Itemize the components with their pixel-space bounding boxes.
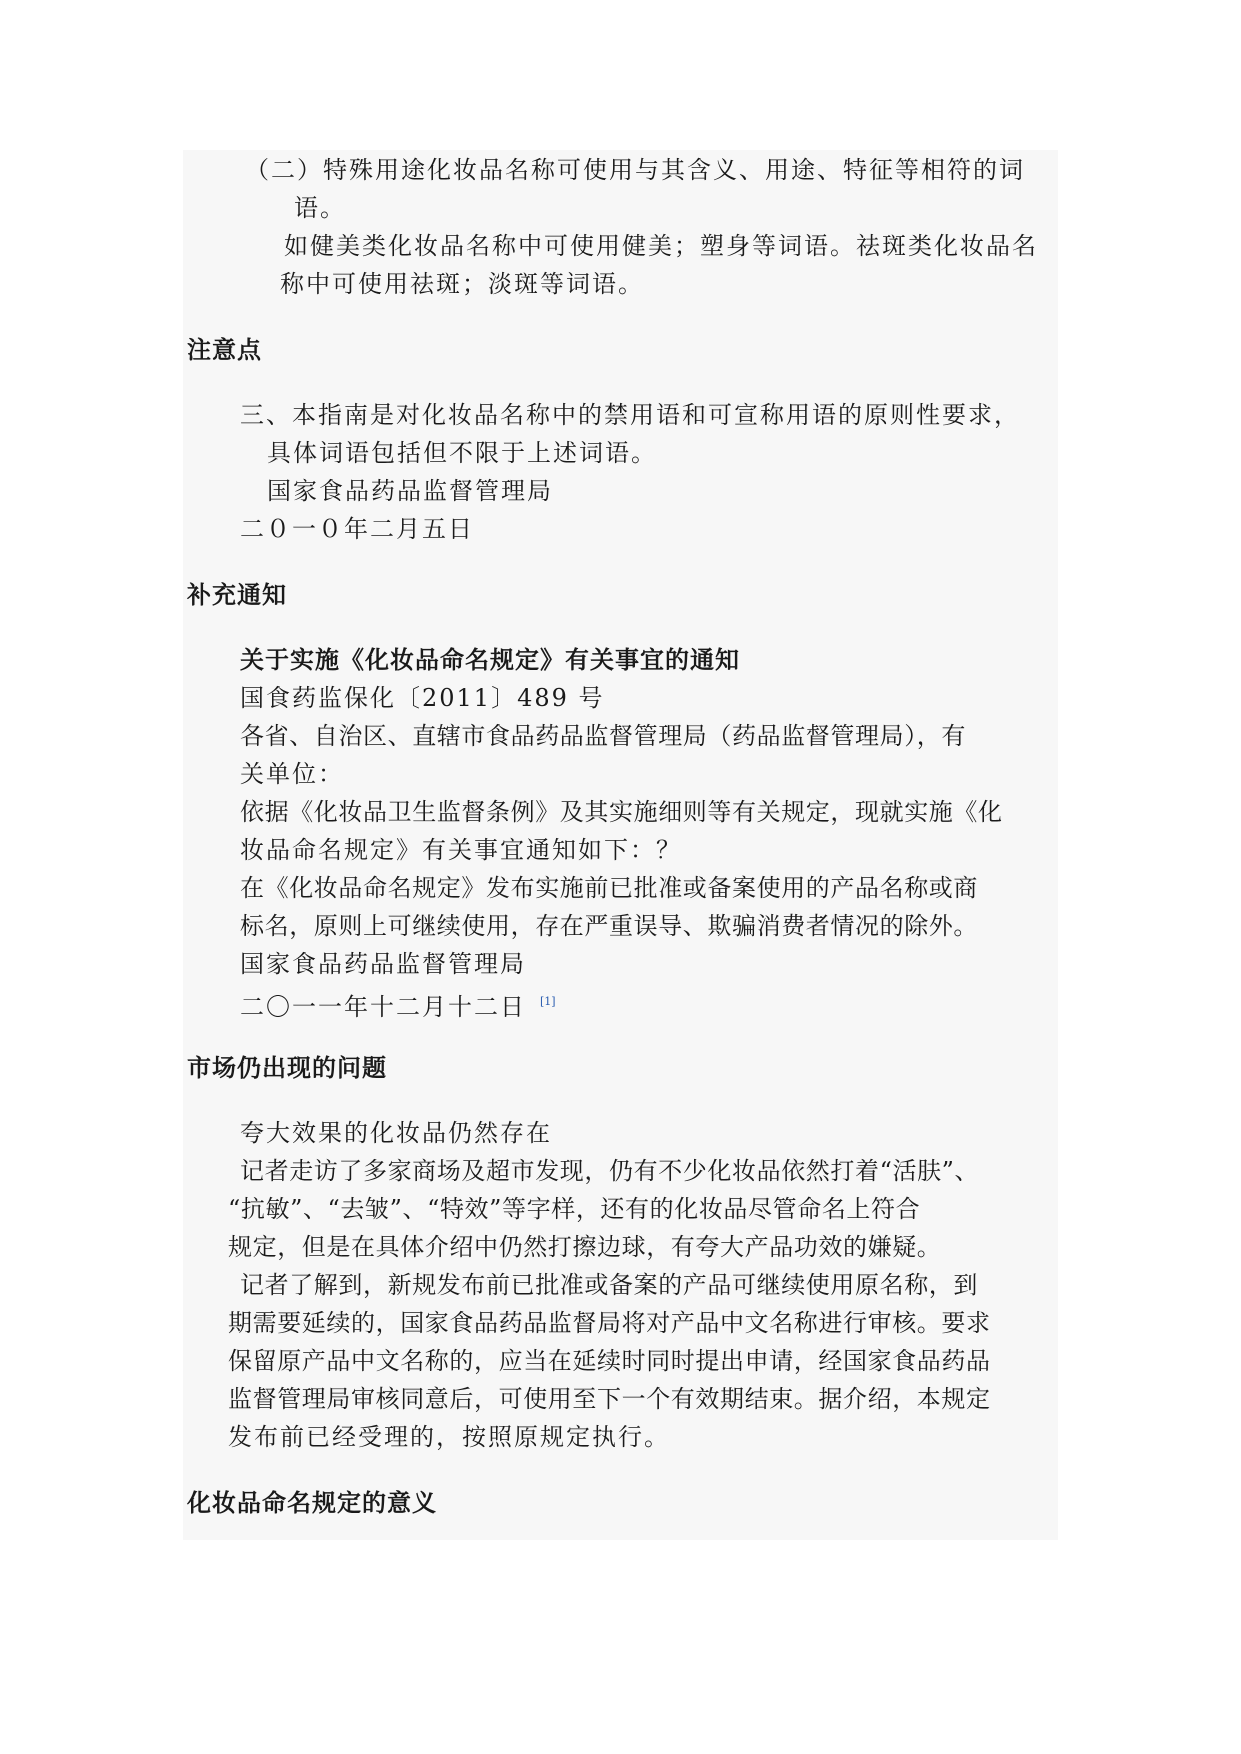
section-heading-supplement: 补充通知 — [187, 581, 287, 609]
reference-link[interactable]: [1] — [540, 995, 556, 1008]
special-use-item-cont: 语。 — [294, 194, 346, 222]
notice-body-line: 标名，原则上可继续使用，存在严重误导、欺骗消费者情况的除外。 — [240, 912, 978, 940]
notice-addressee: 关单位： — [240, 760, 344, 788]
notes-date: 二０一０年二月五日 — [240, 515, 474, 543]
market-subtitle: 夸大效果的化妆品仍然存在 — [240, 1119, 552, 1147]
notice-body-line: 妆品命名规定》有关事宜通知如下：？ — [240, 836, 682, 864]
market-paragraph-line: 保留原产品中文名称的，应当在延续时同时提出申请，经国家食品药品 — [228, 1347, 991, 1375]
special-use-example-line: 称中可使用祛斑；淡斑等词语。 — [280, 270, 644, 298]
notice-issuer: 国家食品药品监督管理局 — [240, 950, 526, 978]
special-use-example-line: 如健美类化妆品名称中可使用健美；塑身等词语。祛斑类化妆品名 — [284, 232, 1038, 260]
market-paragraph-line: 期需要延续的，国家食品药品监督局将对产品中文名称进行审核。要求 — [228, 1309, 991, 1337]
market-paragraph-line: 发布前已经受理的，按照原规定执行。 — [228, 1423, 670, 1451]
notice-date-text: 二〇一一年十二月十二日 — [240, 993, 526, 1021]
notice-title: 关于实施《化妆品命名规定》有关事宜的通知 — [240, 646, 740, 674]
notice-body-line: 依据《化妆品卫生监督条例》及其实施细则等有关规定，现就实施《化 — [240, 798, 1003, 826]
section-heading-notes: 注意点 — [187, 336, 262, 364]
notice-doc-number: 国食药监保化〔2011〕489 号 — [240, 684, 605, 712]
notes-line: 三、本指南是对化妆品名称中的禁用语和可宣称用语的原则性要求， — [240, 401, 1020, 429]
market-paragraph-line: “抗敏”、“去皱”、“特效”等字样，还有的化妆品尽管命名上符合 — [228, 1195, 921, 1223]
section-heading-significance: 化妆品命名规定的意义 — [187, 1489, 437, 1517]
market-paragraph-line: 记者走访了多家商场及超市发现，仍有不少化妆品依然打着“活肤”、 — [240, 1157, 980, 1185]
market-paragraph-line: 记者了解到，新规发布前已批准或备案的产品可继续使用原名称，到 — [240, 1271, 978, 1299]
section-heading-market: 市场仍出现的问题 — [187, 1054, 387, 1082]
market-paragraph-line: 规定，但是在具体介绍中仍然打擦边球，有夸大产品功效的嫌疑。 — [228, 1233, 942, 1261]
notes-issuer: 国家食品药品监督管理局 — [267, 477, 553, 505]
market-paragraph-line: 监督管理局审核同意后，可使用至下一个有效期结束。据介绍，本规定 — [228, 1385, 991, 1413]
notice-addressee: 各省、自治区、直辖市食品药品监督管理局（药品监督管理局），有 — [240, 722, 966, 750]
notes-line: 具体词语包括但不限于上述词语。 — [267, 439, 657, 467]
special-use-item: （二）特殊用途化妆品名称可使用与其含义、用途、特征等相符的词 — [245, 156, 1025, 184]
notice-body-line: 在《化妆品命名规定》发布实施前已批准或备案使用的产品名称或商 — [240, 874, 978, 902]
notice-date — [240, 985, 556, 1024]
